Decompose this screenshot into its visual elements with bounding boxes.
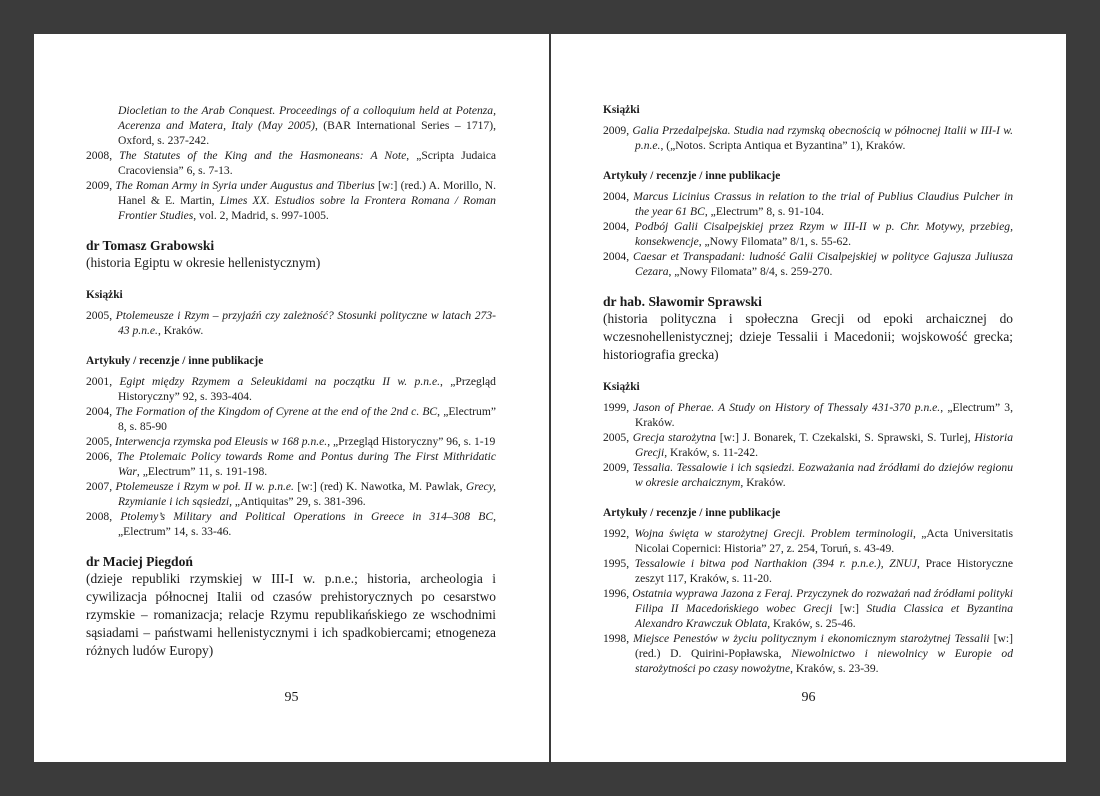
entry-title: Miejsce Penestów w życiu politycznym i ekonomicznym starożytnej Tessalii [633, 632, 990, 645]
entry-text: , „Przegląd Historyczny” 96, s. 1-19 [327, 435, 496, 448]
entry-text: , „Electrum” 8, s. 85-90 [118, 405, 496, 433]
bibliography-entry [603, 189, 1013, 219]
bibliography-entry [603, 586, 1013, 631]
left-page [34, 34, 549, 762]
bibliography-entry [86, 434, 496, 449]
bibliography-entry [86, 308, 496, 338]
entry-text: , „Acta Universitatis Nicolai Copernici: Historia” 27, z. 254, Toruń, s. 43-49. [635, 527, 1013, 555]
entry-year: 1992, [603, 527, 635, 540]
bibliography-entry [603, 526, 1013, 556]
entry-text: , „Electrum” 11, s. 191-198. [136, 465, 268, 478]
entry-title: Ptolemeusze i Rzym – przyjaźń czy zależność? Stosunki polityczne w latach 273-43 p.n.e. [115, 309, 497, 337]
entry-title: The Statutes of the King and the Hasmoneans: A Note [119, 149, 407, 162]
bibliography-entry [603, 219, 1013, 249]
entry-year: 2005, [603, 431, 633, 444]
entry-title: The Ptolemaic Policy towards Rome and Pontus during The First Mithridatic War [116, 450, 497, 478]
entry-title: Wojna święta w starożytnej Grecji. Problem terminologii [634, 527, 913, 540]
entry-text: , „Nowy Filomata” 8/1, s. 55-62. [698, 235, 852, 248]
entry-year: 2009, [86, 179, 116, 192]
entry-year: 2004, [603, 250, 634, 263]
entry-text: , Kraków. [740, 476, 786, 489]
entry-title: Historia Grecji [635, 431, 1014, 459]
entry-title: Interwencja rzymska pod Eleusis w 168 p.n.e. [114, 435, 328, 448]
entry-title: Galia Przedalpejska. Studia nad rzymską obecnością w północnej Italii w III-I w. p.n.e. [632, 124, 1014, 152]
bibliography-entry [603, 400, 1013, 430]
section-articles-heading: Artykuły / recenzje / inne publikacje [603, 170, 781, 182]
entry-title: The Roman Army in Syria under Augustus and Tiberius [115, 179, 375, 192]
entry-text: , „Electrum” 8, s. 91-104. [704, 205, 824, 218]
entry-title: The Formation of the Kingdom of Cyrene at the end of the 2nd c. BC [115, 405, 438, 418]
entry-text: , „Electrum” 14, s. 33-46. [118, 510, 497, 538]
entry-title: Studia Classica et Byzantina Alexandro Krawczuk Oblata [635, 602, 1014, 630]
entry-text: [w:] (red.) A. Morillo, N. Hanel & E. Martin, [118, 179, 496, 207]
entry-title: Jason of Pherae. A Study on History of Thessaly 431-370 p.n.e. [633, 401, 941, 414]
books-list-grabowski [86, 308, 496, 338]
books-list-sprawski [603, 400, 1013, 490]
entries-top [86, 148, 496, 223]
continuation-block [86, 103, 496, 148]
page-number-right: 96 [801, 690, 816, 705]
entry-title: Caesar et Transpadani: ludność Galii Cisalpejskiej w polityce Gajusza Juliusza Cezara [633, 250, 1014, 278]
entry-year: 2001, [86, 375, 120, 388]
bibliography-entry [86, 148, 496, 178]
bibliography-entry [86, 404, 496, 434]
entry-text: , Kraków. [157, 324, 204, 337]
bibliography-entry [603, 430, 1013, 460]
person-name-sprawski: dr hab. Sławomir Sprawski [603, 294, 762, 309]
section-books-heading: Książki [603, 381, 640, 393]
entry-year: 1995, [603, 557, 635, 570]
entry-text: , Kraków, s. 11-242. [664, 446, 759, 459]
entry-year: 2005, [86, 435, 115, 448]
entry-year: 2008, [86, 510, 121, 523]
bibliography-entry [86, 374, 496, 404]
entry-text: , („Notos. Scripta Antiqua et Byzantina” 1), Kraków. [660, 139, 906, 152]
person-name-grabowski: dr Tomasz Grabowski [86, 238, 215, 253]
person-desc-sprawski: (historia polityczna i społeczna Grecji od epoki archaicznej do wczesnohellenistycznej; dzieje Tessalii i Macedonii; wojskowość grecka; historiografia grecka) [603, 311, 1013, 362]
entry-year: 2006, [86, 450, 117, 463]
entry-year: 2004, [603, 190, 634, 203]
entry-title: Podbój Galii Cisalpejskiej przez Rzym w III-II w p. Chr. Motywy, przebieg, konsekwencje [634, 220, 1013, 248]
person-name-piegdon: dr Maciej Piegdoń [86, 554, 193, 569]
entry-text: , Prace Historyczne zeszyt 117, Kraków, s. 11-20. [635, 557, 1013, 585]
entry-year: 2007, [86, 480, 116, 493]
entry-title: Egipt między Rzymem a Seleukidami na początku II w. p.n.e. [119, 375, 440, 388]
entry-title: Niewolnictwo i niewolnicy w Europie od starożytności po czasy nowożytne [635, 647, 1013, 675]
entry-text: , Kraków, s. 25-46. [767, 617, 856, 630]
entry-title: Ptolemeusze i Rzym w poł. II w. p.n.e. [115, 480, 294, 493]
bibliography-entry [603, 631, 1013, 676]
bibliography-entry [603, 460, 1013, 490]
entry-year: 1998, [603, 632, 634, 645]
bibliography-entry [86, 178, 496, 223]
books-list-piegdon [603, 123, 1013, 153]
entry-title: Tessalowie i bitwa pod Narthakion (394 r. p.n.e.), ZNUJ [634, 557, 917, 570]
entry-text: , „Scripta Judaica Cracoviensia” 6, s. 7-13. [118, 149, 497, 177]
bibliography-entry [603, 123, 1013, 153]
section-books-heading: Książki [86, 289, 123, 301]
page-number-left: 95 [284, 690, 299, 705]
entry-text: , „Electrum” 3, Kraków. [635, 401, 1013, 429]
right-page [551, 34, 1066, 762]
entry-year: 2009, [603, 124, 633, 137]
entry-year: 2004, [86, 405, 116, 418]
entry-title: Ptolemy’s Military and Political Operations in Greece in 314–308 BC [120, 510, 494, 523]
person-desc-grabowski: (historia Egiptu w okresie hellenistycznym) [86, 255, 321, 270]
entry-year: 2005, [86, 309, 116, 322]
entry-text: [w:] J. Bonarek, T. Czekalski, S. Sprawski, S. Turlej, [716, 431, 975, 444]
entry-text: , Kraków, s. 23-39. [790, 662, 879, 675]
person-desc-piegdon: (dzieje republiki rzymskiej w III-I w. p.n.e.; historia, archeologia i cywilizacja północnej Italii od czasów prehistorycznych po cesarstwo rzymskie – romanizacja; relacje Rzymu republikańskiego ze wschodnimi sąsiadami – państwami hellenistycznymi i ich spadkobiercami; etnogeneza różnych ludów Europy) [86, 571, 496, 658]
entry-text: , (BAR International Series – 1717), Oxford, s. 237-242. [118, 119, 496, 147]
entry-text: [w:] (red) K. Nawotka, M. Pawlak, [293, 480, 466, 493]
bibliography-entry [603, 249, 1013, 279]
articles-list-grabowski [86, 374, 496, 539]
articles-list-sprawski [603, 526, 1013, 676]
entry-title: Limes XX. Estudios sobre la Frontera Romana / Roman Frontier Studies [118, 194, 496, 222]
bibliography-entry [603, 556, 1013, 586]
entry-title: Ostatnia wyprawa Jazona z Feraj. Przyczynek do rozważań nad źródłami polityki Filipa II Macedońskiego wobec Grecji [632, 587, 1013, 615]
left-page-content [86, 103, 496, 660]
bibliography-entry [86, 103, 496, 148]
entry-text: [w:] [832, 602, 867, 615]
entry-year: 2004, [603, 220, 635, 233]
entry-year: 1996, [603, 587, 633, 600]
entry-year: 2009, [603, 461, 633, 474]
bibliography-entry [86, 449, 496, 479]
entry-title: Marcus Licinius Crassus in relation to the trial of Publius Claudius Pulcher in the year 61 BC [633, 190, 1014, 218]
section-books-heading: Książki [603, 104, 640, 116]
entry-text: „Antiquitas” 29, s. 381-396. [232, 495, 366, 508]
section-articles-heading: Artykuły / recenzje / inne publikacje [603, 507, 781, 519]
right-page-content [603, 103, 1013, 676]
articles-list-piegdon [603, 189, 1013, 279]
entry-text: , „Nowy Filomata” 8/4, s. 259-270. [668, 265, 833, 278]
entry-title: Grecja starożytna [632, 431, 717, 444]
section-articles-heading: Artykuły / recenzje / inne publikacje [86, 355, 264, 367]
entry-text: [w:] (red.) D. Quirini-Popławska, [635, 632, 1013, 660]
entry-title: Diocletian to the Arab Conquest. Proceedings of a colloquium held at Potenza, Acerenza and Matera, Italy (May 2005) [118, 104, 496, 132]
entry-text: , „Przegląd Historyczny” 92, s. 393-404. [118, 375, 496, 403]
bibliography-entry [86, 509, 496, 539]
entry-title: Grecy, Rzymianie i ich sąsiedzi, [118, 480, 497, 508]
entry-title: Tessalia. Tessalowie i ich sąsiedzi. Eozważania nad źródłami do dziejów regionu w okresie archaicznym [632, 461, 1014, 489]
entry-text: , vol. 2, Madrid, s. 997-1005. [193, 209, 329, 222]
bibliography-entry [86, 479, 496, 509]
entry-year: 2008, [86, 149, 120, 162]
entry-year: 1999, [603, 401, 634, 414]
